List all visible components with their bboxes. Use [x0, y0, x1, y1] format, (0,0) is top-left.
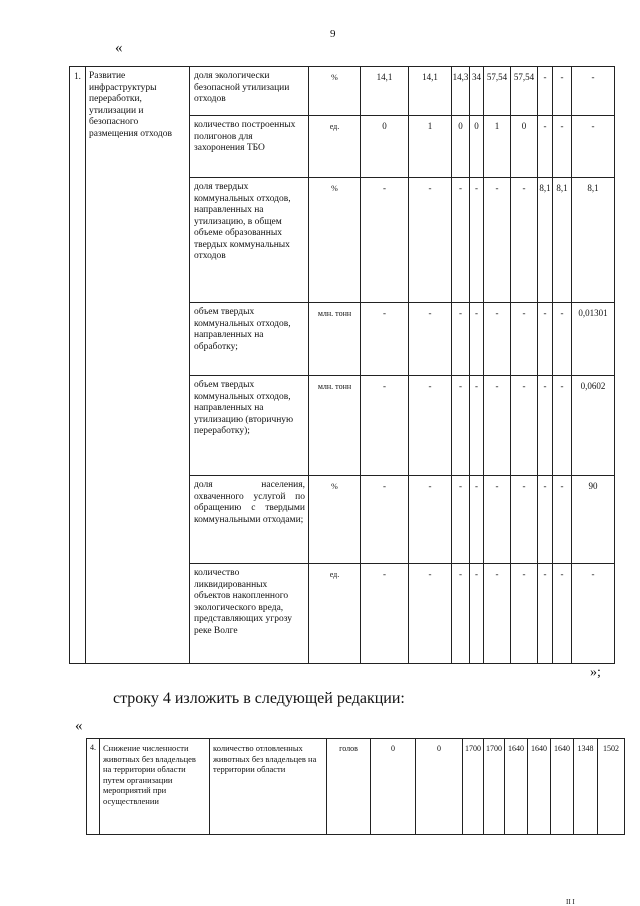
unit-cell: млн. тонн — [309, 376, 361, 476]
value-cell: 90 — [572, 476, 615, 564]
value-cell: - — [553, 303, 572, 376]
value-cell: 0 — [470, 116, 484, 178]
row-index: 4. — [87, 739, 100, 835]
value-cell: 57,54 — [484, 67, 511, 116]
program-name: Снижение численности животных без владельцев на территории области путем организации мероприятий при осуществлении — [100, 739, 210, 835]
indicator-name: доля населения, охваченного услугой по обращению с твердыми коммунальными отходами; — [190, 476, 309, 564]
value-cell: - — [553, 476, 572, 564]
indicator-name: количество построенных полигонов для захоронения ТБО — [190, 116, 309, 178]
value-cell: - — [409, 564, 452, 664]
value-cell: 14,1 — [409, 67, 452, 116]
value-cell: - — [452, 564, 470, 664]
value-cell: - — [572, 116, 615, 178]
value-cell: - — [553, 564, 572, 664]
value-cell: 0 — [371, 739, 416, 835]
value-cell: - — [538, 564, 553, 664]
unit-cell: % — [309, 476, 361, 564]
indicator-name: доля экологически безопасной утилизации отходов — [190, 67, 309, 116]
value-cell: 1640 — [505, 739, 528, 835]
edit-instruction: строку 4 изложить в следующей редакции: — [113, 690, 405, 707]
value-cell: - — [470, 476, 484, 564]
opening-quote: « — [115, 40, 123, 56]
value-cell: - — [361, 376, 409, 476]
value-cell: - — [511, 564, 538, 664]
footer-mark: II I — [566, 898, 575, 906]
unit-cell: ед. — [309, 564, 361, 664]
value-cell: - — [538, 303, 553, 376]
unit-cell: ед. — [309, 116, 361, 178]
indicator-name: объем твердых коммунальных отходов, направленных на обработку; — [190, 303, 309, 376]
value-cell: - — [484, 303, 511, 376]
value-cell: - — [452, 178, 470, 303]
value-cell: - — [511, 303, 538, 376]
value-cell: - — [484, 476, 511, 564]
value-cell: 1640 — [528, 739, 551, 835]
value-cell: 1348 — [574, 739, 598, 835]
indicator-name: количество ликвидированных объектов накопленного экологического вреда, представляющих угрозу реке Волге — [190, 564, 309, 664]
indicators-table-row-4 — [86, 738, 625, 835]
value-cell: 34 — [470, 67, 484, 116]
value-cell: - — [511, 376, 538, 476]
value-cell: - — [452, 303, 470, 376]
unit-cell: % — [309, 67, 361, 116]
value-cell: - — [452, 476, 470, 564]
program-name: Развитие инфраструктуры переработки, утилизации и безопасного размещения отходов — [86, 67, 190, 664]
value-cell: 0 — [361, 116, 409, 178]
unit-cell: млн. тонн — [309, 303, 361, 376]
unit-cell: голов — [327, 739, 371, 835]
indicator-name: доля твердых коммунальных отходов, направленных на утилизацию, в общем объеме образованных твердых коммунальных отходов — [190, 178, 309, 303]
value-cell: - — [361, 564, 409, 664]
value-cell: - — [361, 303, 409, 376]
value-cell: - — [553, 67, 572, 116]
value-cell: 1640 — [551, 739, 574, 835]
value-cell: - — [470, 303, 484, 376]
value-cell: 1502 — [598, 739, 625, 835]
value-cell: - — [452, 376, 470, 476]
value-cell: 57,54 — [511, 67, 538, 116]
page-number: 9 — [330, 28, 336, 40]
value-cell: 1 — [409, 116, 452, 178]
value-cell: - — [572, 67, 615, 116]
value-cell: - — [470, 564, 484, 664]
value-cell: 1 — [484, 116, 511, 178]
value-cell: 8,1 — [538, 178, 553, 303]
value-cell: - — [409, 178, 452, 303]
value-cell: 14,1 — [361, 67, 409, 116]
indicator-name: объем твердых коммунальных отходов, направленных на утилизацию (вторичную переработку); — [190, 376, 309, 476]
value-cell: - — [409, 303, 452, 376]
value-cell: - — [511, 476, 538, 564]
value-cell: - — [538, 116, 553, 178]
value-cell: - — [511, 178, 538, 303]
value-cell: 0 — [416, 739, 463, 835]
value-cell: 0 — [452, 116, 470, 178]
value-cell: - — [538, 476, 553, 564]
value-cell: 8,1 — [572, 178, 615, 303]
unit-cell: % — [309, 178, 361, 303]
value-cell: 1700 — [463, 739, 484, 835]
value-cell: - — [361, 476, 409, 564]
value-cell: - — [553, 116, 572, 178]
value-cell: - — [409, 476, 452, 564]
value-cell: - — [361, 178, 409, 303]
value-cell: - — [470, 376, 484, 476]
value-cell: 0,0602 — [572, 376, 615, 476]
value-cell: 8,1 — [553, 178, 572, 303]
value-cell: - — [484, 376, 511, 476]
value-cell: - — [572, 564, 615, 664]
opening-quote-2: « — [75, 718, 83, 734]
value-cell: - — [409, 376, 452, 476]
indicator-name: количество отловленных животных без владельцев на территории области — [210, 739, 327, 835]
value-cell: - — [470, 178, 484, 303]
row-index: 1. — [70, 67, 86, 664]
value-cell: - — [484, 178, 511, 303]
value-cell: - — [484, 564, 511, 664]
value-cell: 1700 — [484, 739, 505, 835]
value-cell: 0 — [511, 116, 538, 178]
value-cell: 0,01301 — [572, 303, 615, 376]
value-cell: - — [538, 67, 553, 116]
value-cell: 14,3 — [452, 67, 470, 116]
value-cell: - — [553, 376, 572, 476]
indicators-table-row-1 — [69, 66, 615, 664]
closing-quote: »; — [590, 665, 601, 680]
value-cell: - — [538, 376, 553, 476]
